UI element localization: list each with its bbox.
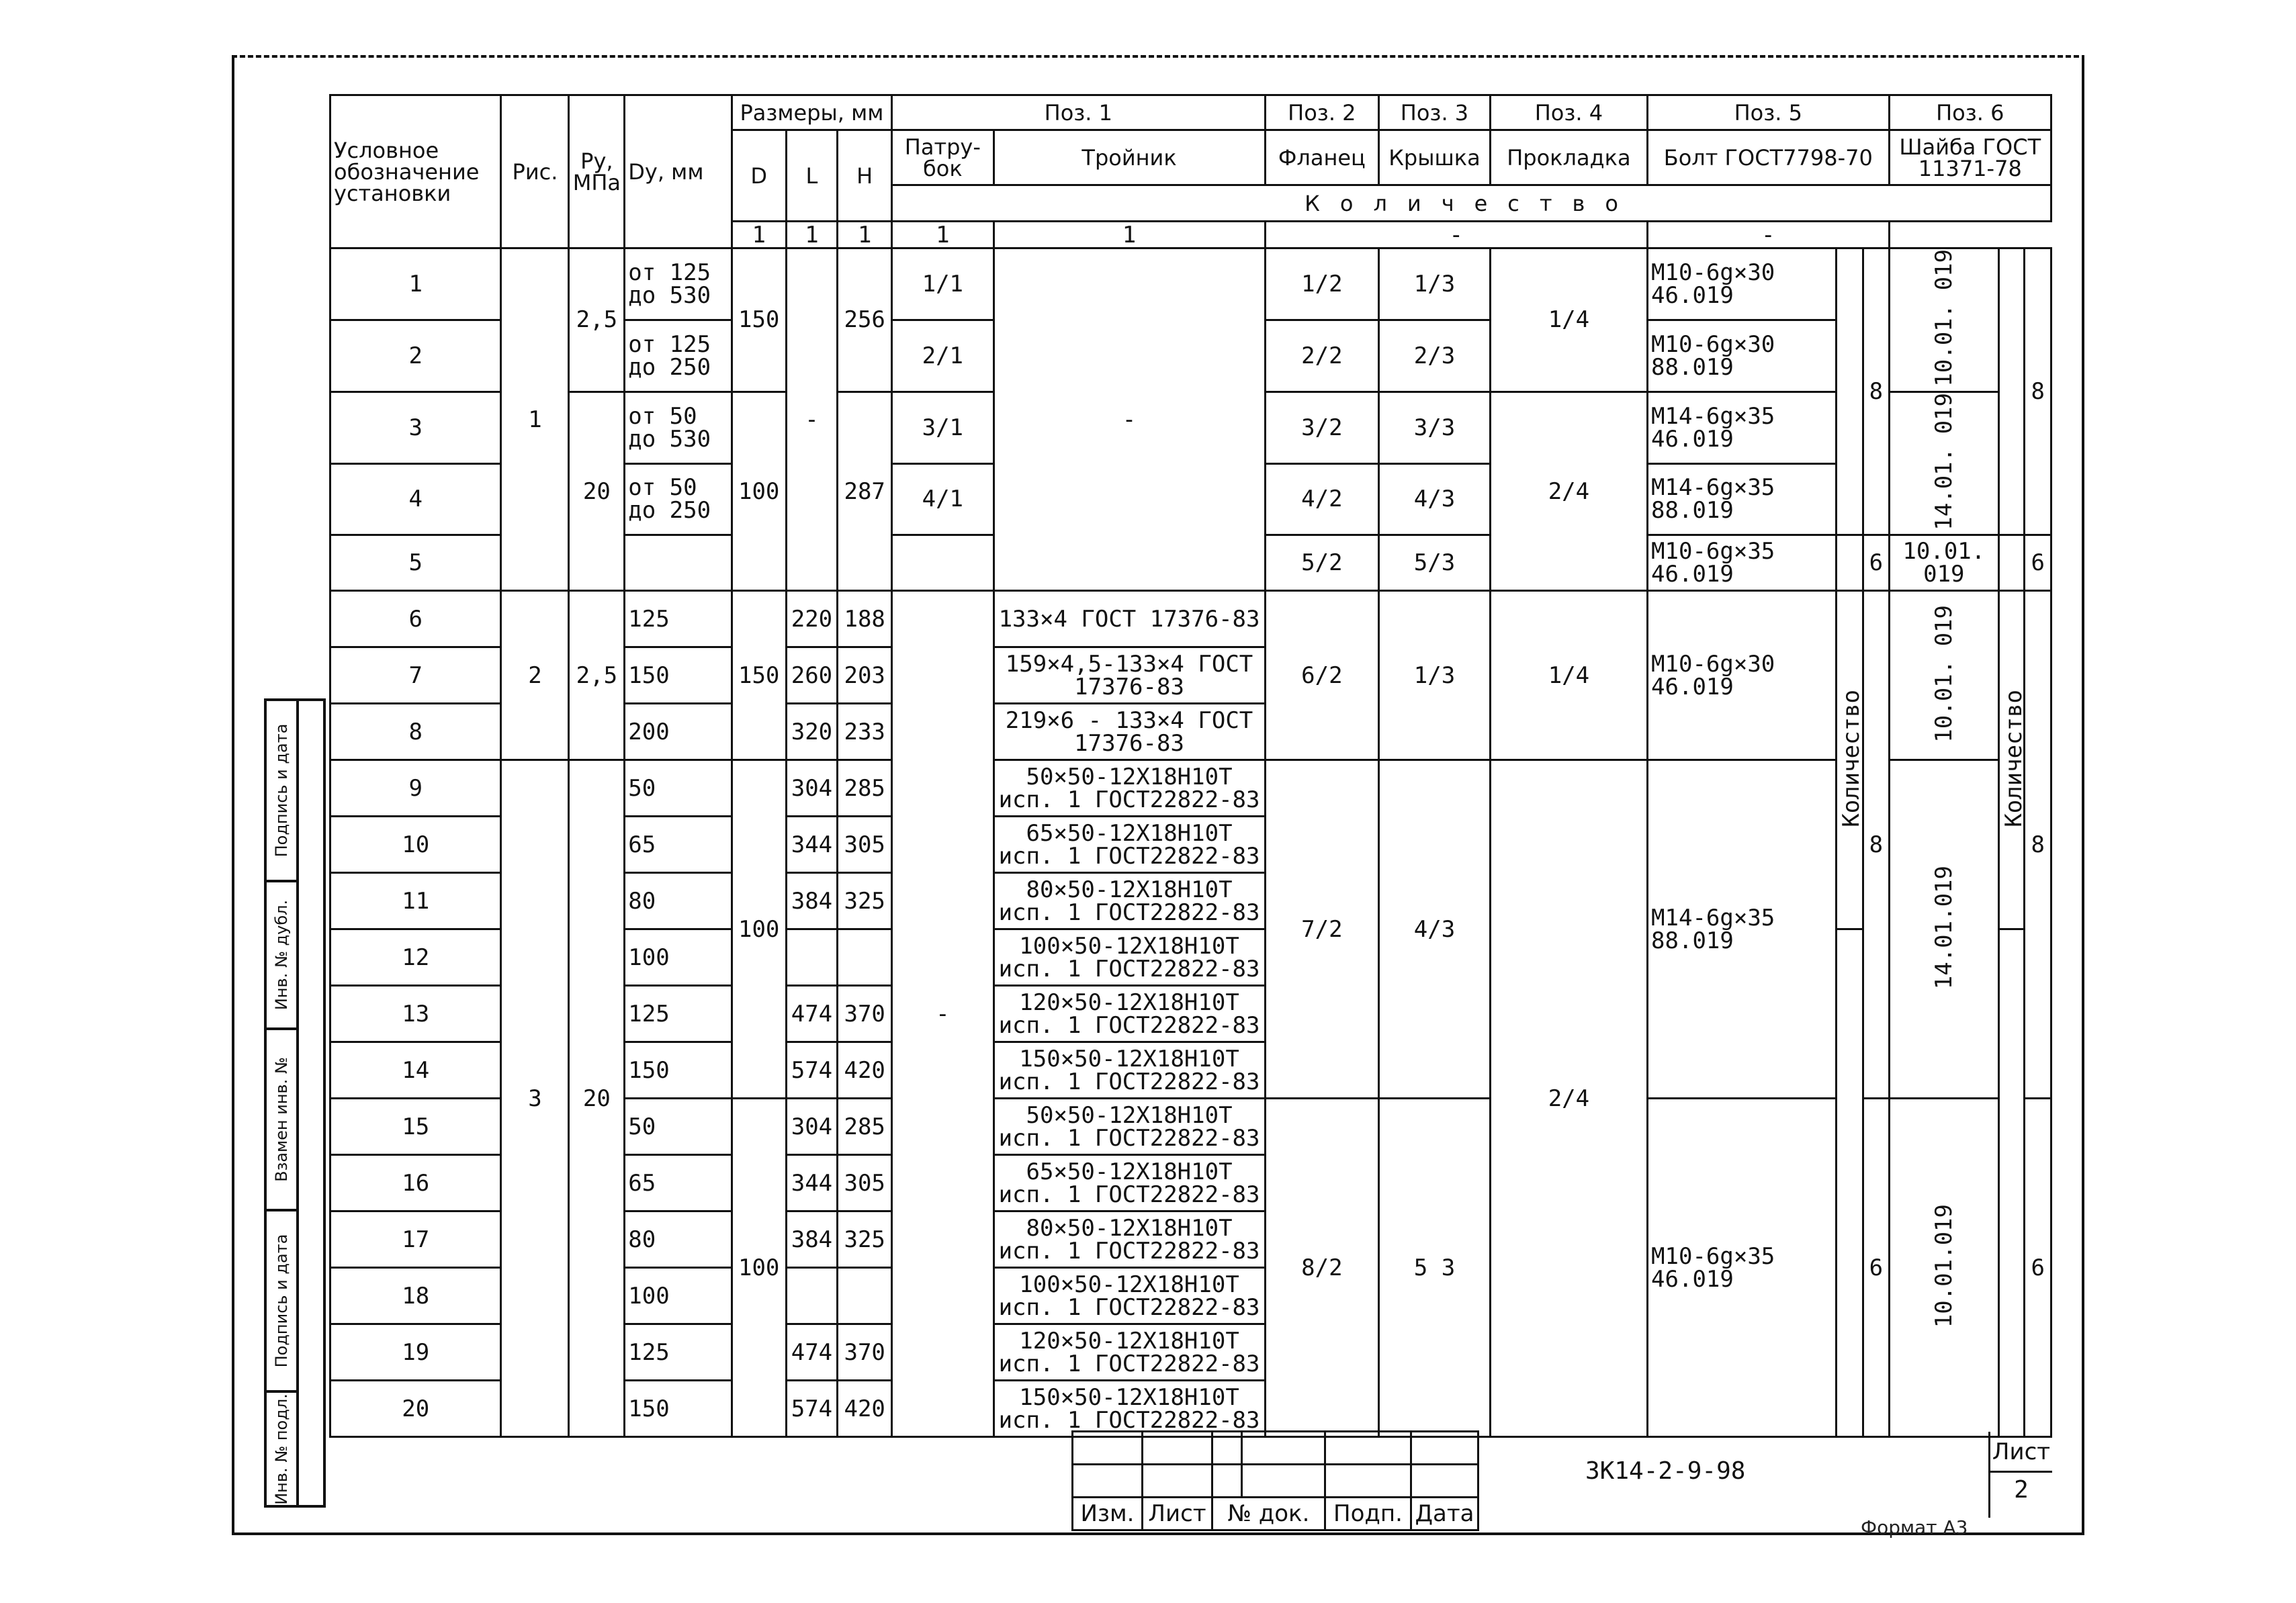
row-number: 14 [330,1042,501,1099]
row-number: 12 [330,929,501,986]
col-pos2: Поз. 2 [1265,95,1379,130]
qty-p3: 1 [892,222,994,248]
pat-cell: 1/1 [892,248,994,320]
col-pos3: Поз. 3 [1379,95,1491,130]
dy-cell: от 125 до 530 [625,248,732,320]
pat-cell: 2/1 [892,320,994,392]
L-cell: 220 [786,591,838,647]
stamp-podp: Подп. [1325,1498,1411,1530]
p4-cell: 1/4 [1490,248,1647,392]
col-sizes: Размеры, мм [732,95,891,130]
bolt-qty: 8 [1863,591,1889,1099]
L-cell: 344 [786,1155,838,1211]
bolt-qty-vert [1836,591,1863,929]
qty-tr: 1 [786,222,838,248]
side-field-replace-inv [267,1030,296,1211]
L-cell: 384 [786,1211,838,1268]
dy-cell: 125 [625,986,732,1042]
row-number: 13 [330,986,501,1042]
py-cell: 2,5 [569,591,625,760]
pat-cell: - [892,591,994,1437]
bolt-cell: M10-6g×30 46.019 [1648,591,1837,760]
stamp-ndoc: № док. [1212,1498,1325,1530]
row-number: 2 [330,320,501,392]
H-cell: 370 [838,986,892,1042]
L-cell: 304 [786,760,838,817]
tr-cell: 120×50-12Х18Н10Т исп. 1 ГОСТ22822-83 [994,986,1265,1042]
H-cell: 203 [838,647,892,704]
row-number: 5 [330,535,501,591]
dy-cell: 100 [625,929,732,986]
L-cell: 574 [786,1381,838,1437]
row-number: 20 [330,1381,501,1437]
bolt-cell: M10-6g×30 46.019 [1648,248,1837,320]
tr-cell: 219×6 - 133×4 ГОСТ 17376-83 [994,704,1265,760]
H-cell [838,1268,892,1324]
H-cell: 305 [838,1155,892,1211]
spec-table [329,94,2052,1438]
p3-cell: 4/3 [1379,760,1491,1099]
col-dy: Dу, мм [625,95,732,248]
p2-cell: 7/2 [1265,760,1379,1099]
washer-qty-vert [1999,248,2025,535]
side-stamp [264,698,326,1508]
col-py: Pу, МПа [569,95,625,248]
dy-cell: от 50 до 530 [625,392,732,463]
bolt-qty: 8 [1863,248,1889,535]
H-cell: 285 [838,760,892,817]
dy-cell: 80 [625,1211,732,1268]
p2-cell: 4/2 [1265,463,1379,535]
tr-cell: 133×4 ГОСТ 17376-83 [994,591,1265,647]
washer-cell [1889,248,1999,392]
row-number: 8 [330,704,501,760]
H-cell: 325 [838,873,892,929]
row-number: 11 [330,873,501,929]
pat-cell: 3/1 [892,392,994,463]
bolt-cell: M14-6g×35 88.019 [1648,463,1837,535]
side-field-signature-1 [267,701,296,882]
L-cell: 384 [786,873,838,929]
py-cell: 20 [569,760,625,1437]
H-cell: 188 [838,591,892,647]
sheet-label: Лист [1990,1433,2052,1473]
p2-cell: 3/2 [1265,392,1379,463]
L-cell: 344 [786,817,838,873]
col-pos1: Поз. 1 [892,95,1265,130]
tr-cell: 150×50-12Х18Н10Т исп. 1 ГОСТ22822-83 [994,1042,1265,1099]
tr-cell: 100×50-12Х18Н10Т исп. 1 ГОСТ22822-83 [994,929,1265,986]
p2-cell: 5/2 [1265,535,1379,591]
p2-cell: 8/2 [1265,1099,1379,1437]
L-cell: 260 [786,647,838,704]
tr-cell: 80×50-12Х18Н10Т исп. 1 ГОСТ22822-83 [994,1211,1265,1268]
bolt-qty: 6 [1863,535,1889,591]
p2-cell: 6/2 [1265,591,1379,760]
L-cell: - [786,248,838,591]
dy-cell: 125 [625,1324,732,1381]
bolt-qty-vert [1836,929,1863,1437]
col-pos4: Поз. 4 [1490,95,1647,130]
tr-cell: 65×50-12Х18Н10Т исп. 1 ГОСТ22822-83 [994,1155,1265,1211]
stamp-data: Дата [1411,1498,1478,1530]
p2-cell: 1/2 [1265,248,1379,320]
p4-cell: 2/4 [1490,392,1647,591]
L-cell: 474 [786,1324,838,1381]
col-prokladka: Прокладка [1490,130,1647,185]
bolt-cell: M10-6g×30 88.019 [1648,320,1837,392]
qty-p6: - [1648,222,1889,248]
py-cell: 20 [569,392,625,591]
dy-cell: 150 [625,1381,732,1437]
col-bolt: Болт ГОСТ7798-70 [1648,130,1889,185]
L-cell: 474 [786,986,838,1042]
dy-cell: 125 [625,591,732,647]
col-L: L [786,130,838,222]
col-pos5: Поз. 5 [1648,95,1889,130]
dy-cell: 100 [625,1268,732,1324]
row-number: 10 [330,817,501,873]
washer-text: 10.01.019 [1930,1203,1957,1328]
side-field-signature-2 [267,1211,296,1393]
col-H: H [838,130,892,222]
py-cell: 2,5 [569,248,625,392]
side-field-dup-inv [267,882,296,1030]
L-cell: 320 [786,704,838,760]
row-number: 1 [330,248,501,320]
row-number: 15 [330,1099,501,1155]
sheet-box [1988,1432,2052,1518]
col-fig: Рис. [501,95,569,248]
H-cell: 325 [838,1211,892,1268]
L-cell [786,929,838,986]
row-number: 17 [330,1211,501,1268]
H-cell: 256 [838,248,892,392]
side-label: Инв. № подл. [272,1393,291,1505]
washer-qty: 8 [2025,248,2051,535]
dy-cell: 50 [625,1099,732,1155]
washer-cell [1889,760,1999,1099]
dy-cell: 80 [625,873,732,929]
col-troynik: Тройник [994,130,1265,185]
p3-cell: 4/3 [1379,463,1491,535]
row-number: 19 [330,1324,501,1381]
tr-cell: 80×50-12Х18Н10Т исп. 1 ГОСТ22822-83 [994,873,1265,929]
qty-p2: 1 [838,222,892,248]
washer-qty: 8 [2025,591,2051,1099]
washer-cell [1889,392,1999,535]
bolt-cell: M14-6g×35 88.019 [1648,760,1837,1099]
sheet-number: 2 [2014,1476,2029,1504]
dy-cell: от 125 до 250 [625,320,732,392]
washer-cell: 10.01. 019 [1889,535,1999,591]
side-label: Взамен инв. № [272,1057,291,1182]
washer-text: 10.01. 019 [1930,604,1957,743]
col-shaiba: Шайба ГОСТ 11371-78 [1889,130,2051,185]
stamp-list: Лист [1143,1498,1212,1530]
row-number: 9 [330,760,501,817]
col-designation: Условное обозначение установки [330,95,501,248]
H-cell: 420 [838,1042,892,1099]
bolt-qty-vert [1836,535,1863,591]
dy-cell: 50 [625,760,732,817]
washer-qty: 6 [2025,1099,2051,1437]
H-cell: 233 [838,704,892,760]
L-cell: 304 [786,1099,838,1155]
tr-cell: 50×50-12Х18Н10Т исп. 1 ГОСТ22822-83 [994,1099,1265,1155]
D-cell: 150 [732,591,786,760]
fig-cell: 3 [501,760,569,1437]
dy-cell: 150 [625,1042,732,1099]
H-cell: 287 [838,392,892,591]
p4-cell: 2/4 [1490,760,1647,1437]
dy-cell: 65 [625,1155,732,1211]
tr-cell: 100×50-12Х18Н10Т исп. 1 ГОСТ22822-83 [994,1268,1265,1324]
bolt-cell: M10-6g×35 46.019 [1648,1099,1837,1437]
side-label: Подпись и дата [272,1234,291,1368]
H-cell: 420 [838,1381,892,1437]
L-cell: 574 [786,1042,838,1099]
row-number: 6 [330,591,501,647]
col-kryshka: Крышка [1379,130,1491,185]
washer-qty-vert [1999,591,2028,929]
col-D: D [732,130,786,222]
side-label: Подпись и дата [272,723,291,858]
qty-pat: 1 [732,222,786,248]
tr-cell: 50×50-12Х18Н10Т исп. 1 ГОСТ22822-83 [994,760,1265,817]
side-divider [296,701,299,1505]
side-label: Инв. № дубл. [272,899,291,1011]
row-number: 4 [330,463,501,535]
D-cell: 100 [732,760,786,1099]
pat-cell [892,535,994,591]
col-flanec: Фланец [1265,130,1379,185]
col-patrubok: Патру-бок [892,130,994,185]
dy-cell: 150 [625,647,732,704]
washer-cell [1889,591,1999,760]
tr-cell: 150×50-12Х18Н10Т исп. 1 ГОСТ22822-83 [994,1381,1265,1437]
washer-qty: 6 [2025,535,2051,591]
H-cell: 370 [838,1324,892,1381]
washer-text: 14.01.019 [1930,865,1957,990]
tr-cell: 65×50-12Х18Н10Т исп. 1 ГОСТ22822-83 [994,817,1265,873]
pat-cell: 4/1 [892,463,994,535]
qty-p4: 1 [994,222,1265,248]
p3-cell: 3/3 [1379,392,1491,463]
p3-cell: 1/3 [1379,248,1491,320]
dy-cell [625,535,732,591]
qty-p5: - [1265,222,1648,248]
D-cell: 100 [732,1099,786,1437]
row-number: 7 [330,647,501,704]
washer-cell [1889,1099,1999,1437]
washer-qty-vert [1999,929,2025,1437]
row-number: 18 [330,1268,501,1324]
title-block [1071,1430,1479,1531]
p3-cell: 5/3 [1379,535,1491,591]
qty-vertical-text: Количество [2000,689,2028,827]
p3-cell: 1/3 [1379,591,1491,760]
washer-qty-vert [1999,535,2025,591]
row-number: 3 [330,392,501,463]
L-cell [786,1268,838,1324]
col-pos6: Поз. 6 [1889,95,2051,130]
H-cell [838,929,892,986]
D-cell: 100 [732,392,786,591]
qty-vertical-text: Количество [1837,689,1865,827]
p4-cell: 1/4 [1490,591,1647,760]
tr-cell: 159×4,5-133×4 ГОСТ 17376-83 [994,647,1265,704]
dy-cell: 200 [625,704,732,760]
p3-cell: 2/3 [1379,320,1491,392]
p3-cell: 5 3 [1379,1099,1491,1437]
bolt-qty: 6 [1863,1099,1889,1437]
p2-cell: 2/2 [1265,320,1379,392]
bolt-cell: M10-6g×35 46.019 [1648,535,1837,591]
fig-cell: 1 [501,248,569,591]
row-number: 16 [330,1155,501,1211]
H-cell: 305 [838,817,892,873]
dy-cell: от 50 до 250 [625,463,732,535]
D-cell: 150 [732,248,786,392]
washer-text: 14.01. 019 [1930,392,1957,531]
bolt-qty-vert [1836,248,1863,535]
stamp-izm: Изм. [1073,1498,1143,1530]
tr-cell: 120×50-12Х18Н10Т исп. 1 ГОСТ22822-83 [994,1324,1265,1381]
format-label: Формат А3 [1861,1516,1968,1539]
quantity-header: Количество [892,185,2051,222]
tr-cell: - [994,248,1265,591]
fig-cell: 2 [501,591,569,760]
bolt-cell: M14-6g×35 46.019 [1648,392,1837,463]
washer-text: 10.01. 019 [1930,249,1957,387]
document-number: ЗК14-2-9-98 [1585,1457,1746,1485]
side-field-orig-inv [267,1393,296,1505]
H-cell: 285 [838,1099,892,1155]
dy-cell: 65 [625,817,732,873]
